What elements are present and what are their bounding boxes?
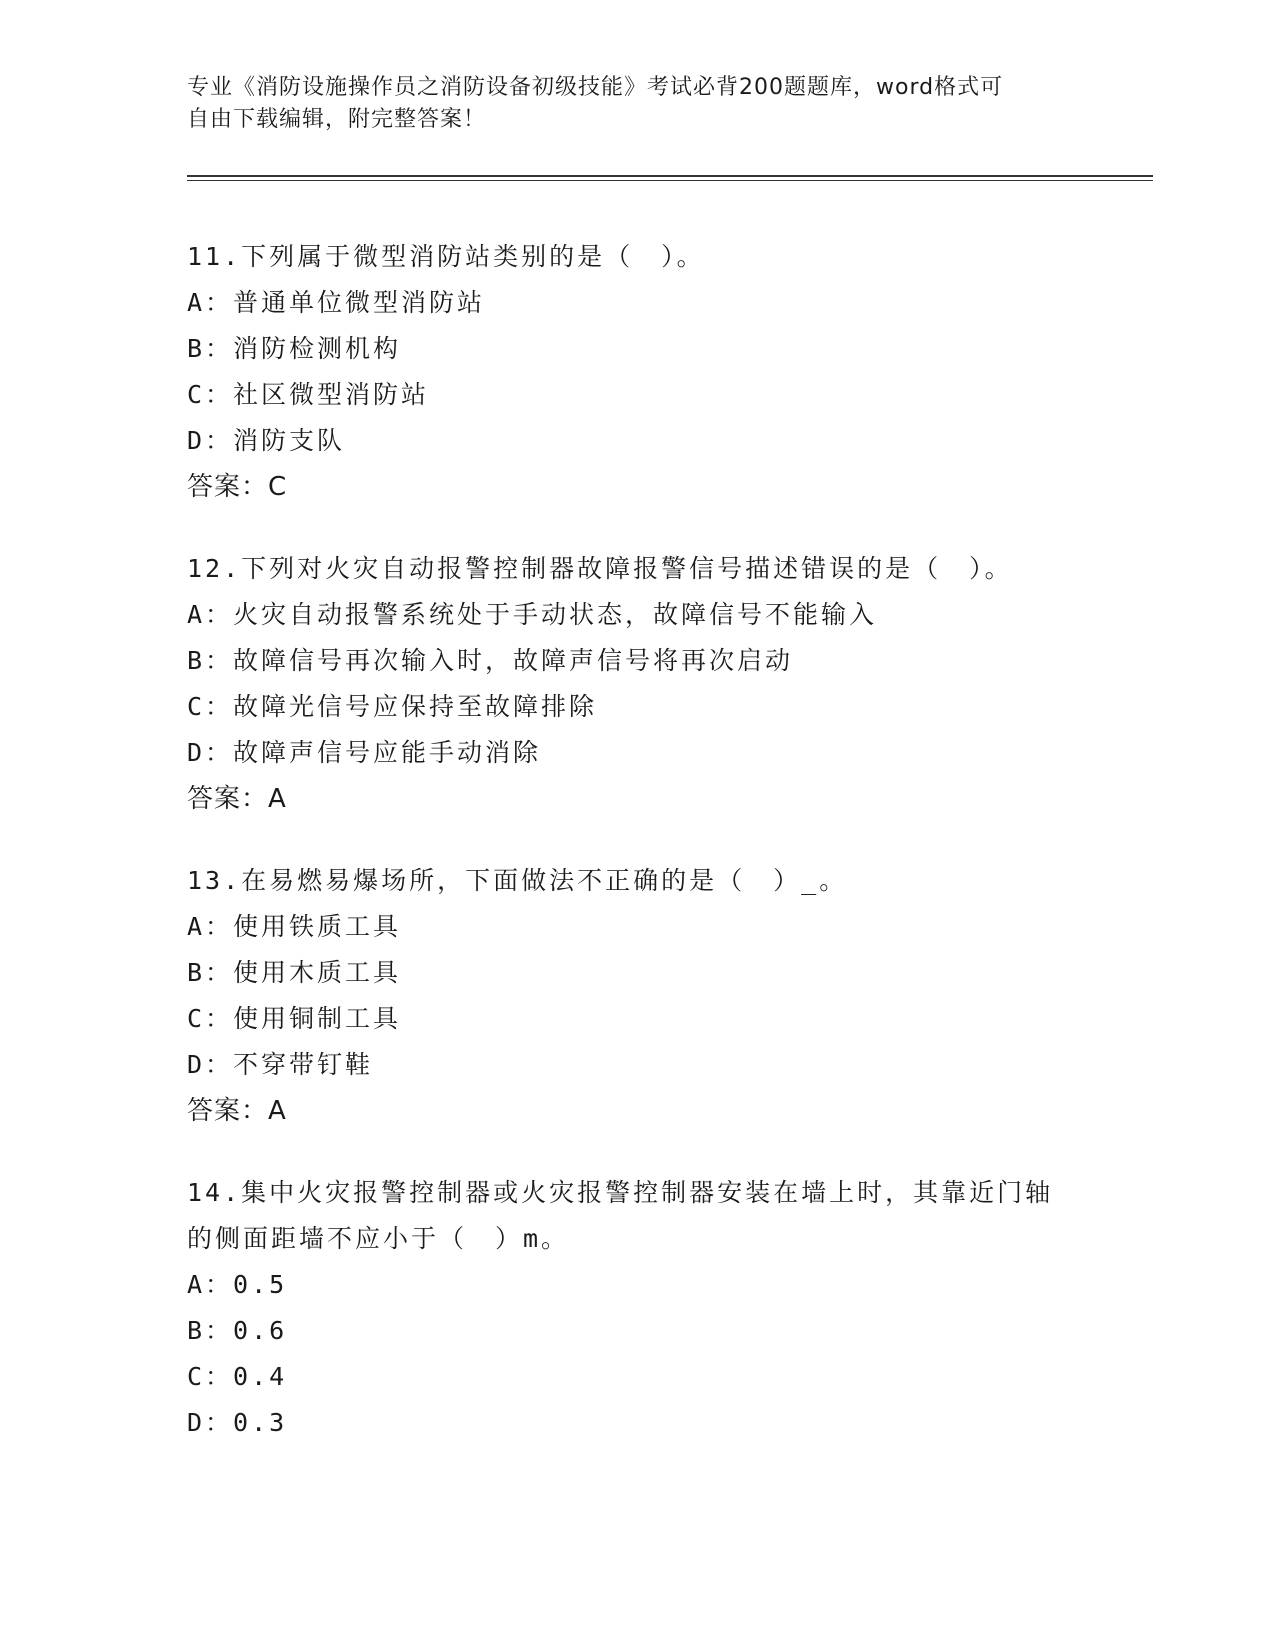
- option-b: B：0.6: [187, 1316, 288, 1345]
- question-12: [187, 546, 1087, 822]
- header-divider-thick: [187, 175, 1153, 177]
- question-stem-line-2: 的侧面距墙不应小于（ ）m。: [187, 1224, 570, 1253]
- option-a: A：0.5: [187, 1270, 288, 1299]
- header-line-2: 自由下载编辑，附完整答案！: [187, 107, 487, 132]
- option-a: A：普通单位微型消防站: [187, 288, 486, 317]
- question-stem: 11.下列属于微型消防站类别的是（ ）。: [187, 242, 705, 271]
- question-11: [187, 234, 1087, 510]
- answer: 答案：C: [187, 472, 288, 502]
- option-c: C：0.4: [187, 1362, 288, 1391]
- question-14: [187, 1170, 1087, 1446]
- header-line-1: 专业《消防设施操作员之消防设备初级技能》考试必背200题题库，word格式可: [187, 75, 1004, 100]
- option-a: A：使用铁质工具: [187, 912, 402, 941]
- answer: 答案：A: [187, 1096, 287, 1126]
- header-divider-thin: [187, 180, 1153, 181]
- option-c: C：使用铜制工具: [187, 1004, 402, 1033]
- option-c: C：故障光信号应保持至故障排除: [187, 692, 598, 721]
- question-13: [187, 858, 1087, 1134]
- option-b: B：故障信号再次输入时，故障声信号将再次启动: [187, 646, 794, 675]
- option-d: D：0.3: [187, 1408, 288, 1437]
- answer: 答案：A: [187, 784, 287, 814]
- option-d: D：不穿带钉鞋: [187, 1050, 374, 1079]
- option-b: B：使用木质工具: [187, 958, 402, 987]
- question-list: [187, 234, 1087, 1482]
- option-b: B：消防检测机构: [187, 334, 402, 363]
- option-d: D：故障声信号应能手动消除: [187, 738, 542, 767]
- question-stem: 13.在易燃易爆场所，下面做法不正确的是（ ）_。: [187, 866, 848, 895]
- question-stem: 12.下列对火灾自动报警控制器故障报警信号描述错误的是（ ）。: [187, 554, 1013, 583]
- question-stem-line-1: 14.集中火灾报警控制器或火灾报警控制器安装在墙上时，其靠近门轴: [187, 1178, 1054, 1207]
- document-header: [187, 72, 1067, 136]
- option-d: D：消防支队: [187, 426, 346, 455]
- option-a: A：火灾自动报警系统处于手动状态，故障信号不能输入: [187, 600, 878, 629]
- option-c: C：社区微型消防站: [187, 380, 430, 409]
